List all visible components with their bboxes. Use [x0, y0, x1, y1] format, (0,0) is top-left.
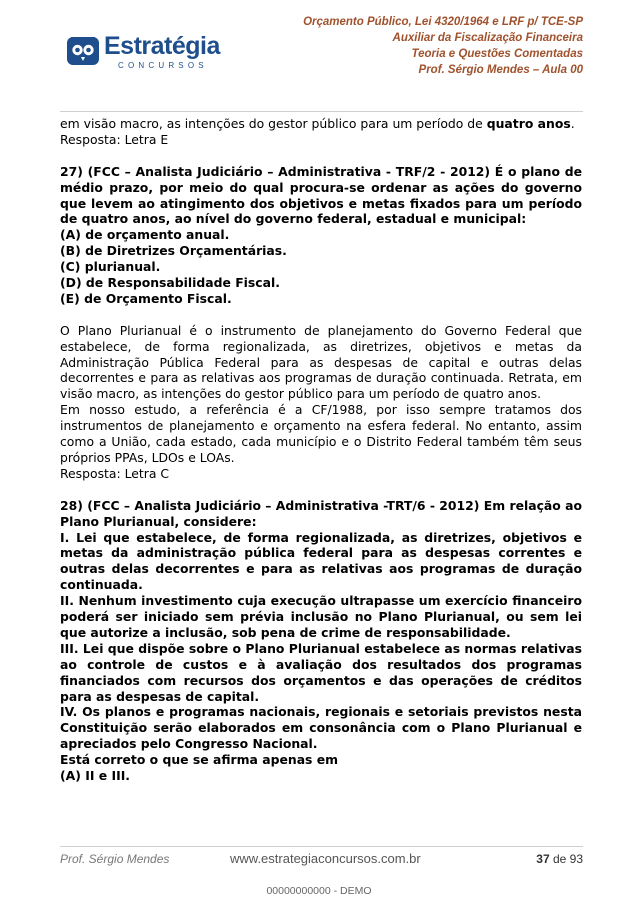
header-line-lesson: Prof. Sérgio Mendes – Aula 00 [418, 64, 583, 76]
comment-paragraph-2: Em nosso estudo, a referência é a CF/1988, por isso sempre tratamos dos instrumentos de planejamento e orçamento na esfera federal. No entanto, assim como a União, cada estado, cada município e o Distrito Federal também têm seus próprios PPAs, LDOs e LOAs. [60, 402, 582, 465]
q28-prompt: Está correto o que se afirma apenas em [60, 752, 339, 768]
header-line-course: Orçamento Público, Lei 4320/1964 e LRF p/ TCE-SP [303, 16, 583, 28]
answer-line: Resposta: Letra C [60, 465, 170, 481]
header-line-role: Auxiliar da Fiscalização Financeira [392, 32, 583, 44]
page-number [536, 852, 583, 866]
page-content [60, 116, 582, 784]
page-total: 93 [569, 852, 583, 866]
intro-bold: quatro anos [486, 116, 571, 131]
q28-item-ii: II. Nenhum investimento cuja execução ultrapasse um exercício financeiro poderá ser iniciado sem prévia inclusão no Plano Plurianual, ou sem lei que autorize a inclusão, sob pena de crime de responsabilidade. [60, 593, 582, 640]
comment-paragraph-1: O Plano Plurianual é o instrumento de planejamento do Governo Federal que estabelece, de forma regionalizada, as diretrizes, objetivos e metas da Administração Pública Federal para as despesas de capital e outras delas decorrentes e para as relativas aos programas de duração continuada. Retrata, em visão macro, as intenções do gestor público para um período de quatro anos. [60, 322, 582, 402]
header-divider [60, 111, 583, 112]
brand-name: Estratégia [104, 32, 220, 60]
q27-option-a: (A) de orçamento anual. [60, 227, 230, 243]
intro-text: em visão macro, as intenções do gestor público para um período de [60, 116, 487, 131]
question-27-stem: 27) (FCC – Analista Judiciário – Administrativa - TRF/2 - 2012) É o plano de médio prazo, por meio do qual procura-se ordenar as ações do governo que levem ao atingimento dos objetivos e metas fixados para um período de quatro anos, ao nível do governo federal, estadual e municipal: [60, 163, 582, 227]
q27-option-c: (C) plurianual. [60, 259, 161, 275]
owl-logo-icon [66, 34, 100, 66]
q27-option-d: (D) de Responsabilidade Fiscal. [60, 275, 280, 291]
q28-item-i: I. Lei que estabelece, de forma regionalizada, as diretrizes, objetivos e metas da administração pública federal para as despesas correntes e outras delas decorrentes e para as relativas aos programas de duração continuada. [60, 529, 582, 593]
intro-end: . [570, 116, 575, 131]
footer-site-link[interactable]: www.estrategiaconcursos.com.br [230, 851, 421, 866]
demo-watermark: 00000000000 - DEMO [266, 885, 372, 897]
q27-option-b: (B) de Diretrizes Orçamentárias. [60, 243, 287, 259]
course-header [253, 14, 583, 78]
header-line-type: Teoria e Questões Comentadas [411, 48, 583, 60]
intro-paragraph [60, 116, 582, 132]
footer-divider [60, 846, 583, 847]
brand-subtitle: CONCURSOS [118, 61, 208, 70]
footer-author: Prof. Sérgio Mendes [60, 852, 170, 866]
q28-item-iv: IV. Os planos e programas nacionais, regionais e setoriais previstos nesta Constituição serão elaborados em consonância com o Plano Plurianual e apreciados pelo Congresso Nacional. [60, 704, 582, 752]
answer-line: Resposta: Letra E [60, 131, 169, 147]
q28-option-a: (A) II e III. [60, 768, 131, 784]
page-current: 37 [536, 852, 550, 866]
page-separator: de [549, 852, 570, 866]
page-footer [60, 852, 583, 868]
brand-logo [66, 32, 220, 76]
q28-item-iii: III. Lei que dispõe sobre o Plano Plurianual estabelece as normas relativas ao controle de custos e à avaliação dos resultados dos programas financiados com recursos dos orçamentos e das operações de créditos para as despesas de capital. [60, 640, 582, 704]
question-28-stem: 28) (FCC – Analista Judiciário – Administrativa -TRT/6 - 2012) Em relação ao Plano Plurianual, considere: [60, 497, 582, 529]
q27-option-e: (E) de Orçamento Fiscal. [60, 290, 232, 306]
